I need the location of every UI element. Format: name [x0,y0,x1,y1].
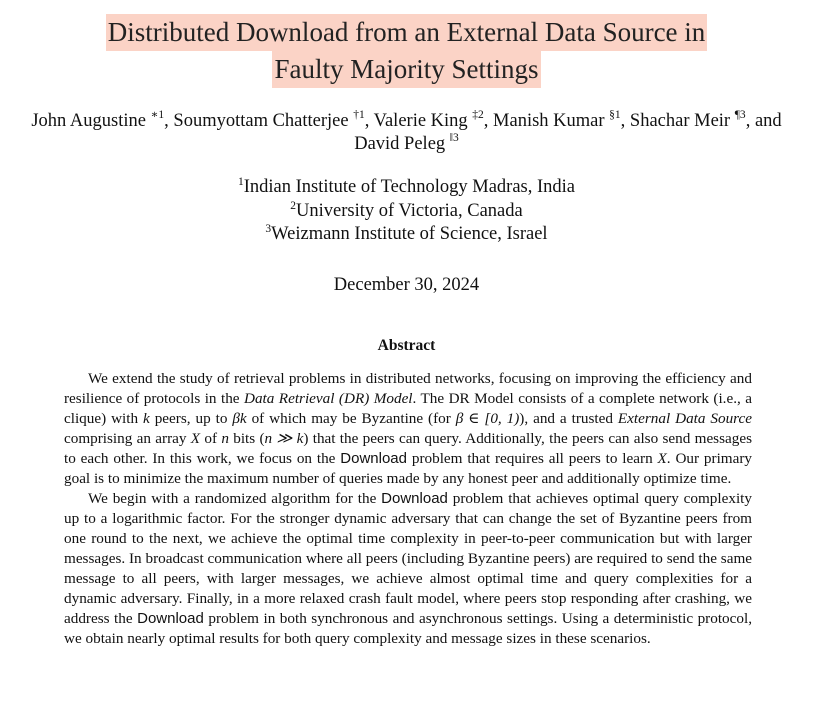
math-expression: k [143,410,150,427]
author-name: Soumyottam Chatterjee [173,111,354,131]
author [354,131,459,154]
affiliation-name: Indian Institute of Technology Madras, India [243,177,576,197]
emphasized-term: Data Retrieval (DR) Model [243,390,413,407]
affiliation-name: Weizmann Institute of Science, Israel [271,224,548,244]
abstract-body [64,369,752,649]
publication-date: December 30, 2024 [333,275,480,295]
author [173,108,365,131]
affiliation-list [0,176,813,247]
math-expression: X [190,430,201,447]
paper-title [0,14,813,88]
affiliation-number: 2 [290,199,297,212]
author-name: Shachar Meir [629,111,735,131]
math-expression: β ∈ [0, 1) [455,410,520,427]
math-expression: X [657,450,667,467]
author-name: David Peleg [354,134,450,154]
abstract-heading: Abstract [377,337,436,354]
author-footnote-mark: ∗1 [150,108,165,121]
author [629,108,746,131]
author-name: Valerie King [373,111,473,131]
abstract-paragraph-1: We extend the study of retrieval problems in distributed networks, focusing on improving the efficiency and resilience of protocols in the Data Retrieval (DR) Model. The DR Model consists of a complete network (i.e., a clique) with k peers, up to βk of which may be Byzantine (for β ∈ [0, 1)), and a trusted External Data Source comprising an array X of n bits (n ≫ k) that the peers can query. Additionally, the peers can also send messages to each other. In this work, we focus on the Download problem that requires all peers to learn X. Our primary goal is to minimize the maximum number of queries made by any honest peer and additionally optimize time. [64,370,753,487]
author-footnote-mark: †1 [353,108,365,121]
affiliation-name: University of Victoria, Canada [296,200,523,221]
affiliation-number: 1 [237,175,244,188]
problem-name: Download [137,610,204,627]
math-expression: n ≫ k [264,430,304,447]
author-list: John Augustine $^{∗1}$, Soumyottam Chatterjee $^{\dagger 1}$, Valerie King $^{\ddagger 2}$, Manish Kumar $^{\S 1}$, Shachar Meir $^{\P 3}$, and David Peleg $^{‖3}$ [31,108,782,154]
author-footnote-mark: ‖3 [449,131,459,144]
author-footnote-mark: ¶3 [734,108,746,121]
author [373,108,484,131]
affiliation [0,200,813,224]
abstract-paragraph-2: We begin with a randomized algorithm for the Download problem that achieves optimal query complexity up to a logarithmic factor. For the stronger dynamic adversary that can change the set of Byzantine peers from one round to the next, we achieve the optimal time complexity in peer-to-peer communication but with larger messages. In broadcast communication where all peers (including Byzantine peers) are required to send the same message to all peers, with larger messages, we achieve almost optimal time and query complexities for a dynamic adversary. Finally, in a more relaxed crash fault model, where peers stop responding after crashing, we address the Download problem in both synchronous and asynchronous settings. Using a deterministic protocol, we obtain nearly optimal results for both query complexity and message sizes in these scenarios. [64,490,753,647]
problem-name: Download [340,450,407,467]
math-expression: βk [232,410,247,427]
author-name: Manish Kumar [493,111,610,131]
affiliation [0,176,813,200]
affiliation-number: 3 [265,222,272,235]
author-footnote-mark: ‡2 [472,108,484,121]
title-line-2: Faulty Majority Settings [272,51,540,88]
title-line-1: Distributed Download from an External Data Source in [106,14,708,51]
author [31,108,165,131]
author-name: John Augustine [31,111,151,131]
author-footnote-mark: §1 [609,108,621,121]
problem-name: Download [381,490,448,507]
author [493,108,621,131]
emphasized-term: External Data Source [617,410,753,427]
math-expression: n [221,430,229,447]
affiliation [0,223,813,247]
